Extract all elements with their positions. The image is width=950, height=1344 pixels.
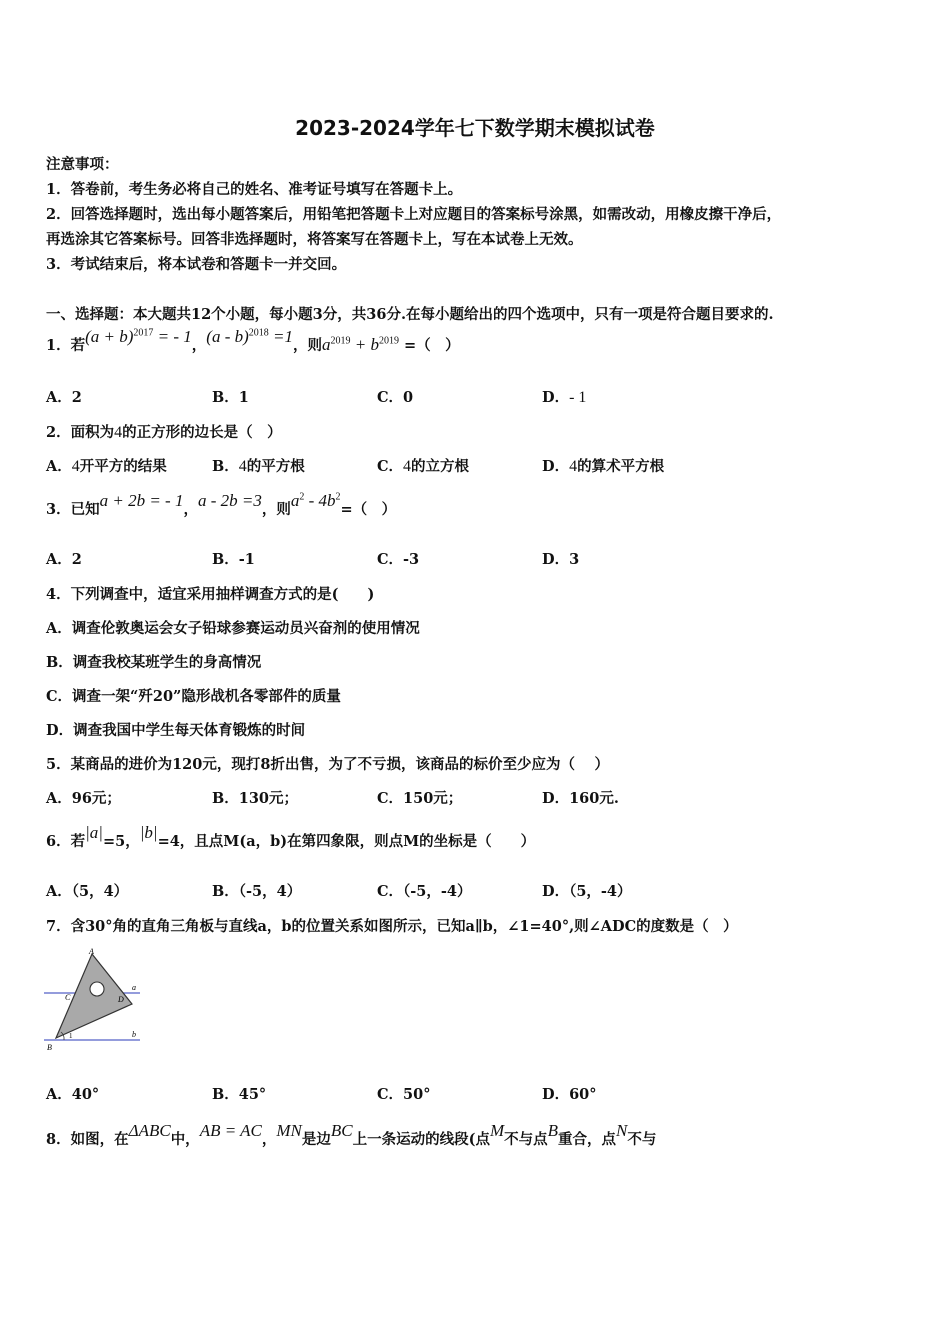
q1-option-d-value: - 1 [569,389,587,406]
q1-exp3b: 2019 [378,335,399,347]
q1-option-b: B．1 [212,389,249,406]
question-7-stem: 7．含30°角的直角三角板与直线a，b的位置关系如图所示，已知a∥b，∠1=40°,则∠ADC的度数是（ ） [46,918,738,935]
q2-option-b-text: 的平方根 [246,458,305,475]
q5-option-a: A．96元； [46,790,121,807]
q1-prefix: 1．若 [46,337,86,354]
q2-option-a-text: 开平方的结果 [79,458,167,475]
q4-option-b: B．调查我校某班学生的身高情况 [46,654,262,671]
q2-option-d-label: D． [542,458,570,475]
question-3-stem [46,491,397,519]
section-heading: 一、选择题：本大题共12个小题，每小题3分，共36分.在每小题给出的四个选项中，只有一项是符合题目要求的. [46,306,774,323]
q1-eq1: = - 1 [153,327,192,346]
q8-t2: ， [261,1131,277,1148]
q8-m7: N [616,1121,628,1140]
q6-abs1: |a| [85,823,103,842]
q4-option-c: C．调查一架“歼20”隐形战机各零部件的质量 [46,688,341,705]
q1-expr3a: a [322,335,331,354]
q1-exp3a: 2019 [330,335,351,347]
q3-option-b: B．-1 [212,551,255,568]
q2-prefix: 2．面积为 [46,424,115,441]
q2-option-c-text: 的立方根 [411,458,470,475]
q1-expr1: (a + b) [85,327,134,346]
q3-expr3b: - 4b [304,491,336,510]
q6-eq1: =5， [102,833,140,850]
q6-option-b: B．（-5，4） [212,883,302,900]
q3-sep: ， [183,501,198,518]
label-a: a [132,983,136,992]
q4-option-a: A．调查伦敦奥运会女子铅球参赛运动员兴奋剂的使用情况 [46,620,420,637]
q8-m3: MN [276,1121,302,1140]
page-title: 2023-2024学年七下数学期末模拟试卷 [295,116,655,140]
q2-option-d-text: 的算术平方根 [577,458,665,475]
q8-m2: AB = AC [199,1121,262,1140]
q1-option-c: C．0 [377,389,414,406]
q8-t4: 上一条运动的线段(点 [352,1131,490,1148]
notice-item-2: 2．回答选择题时，选出每小题答案后，用铅笔把答题卡上对应题目的答案标号涂黑，如需改动，用橡皮擦干净后， [46,206,782,223]
q8-t6: 重合，点 [558,1131,617,1148]
q1-exp2: 2018 [248,327,269,339]
label-angle-1: 1 [69,1032,73,1040]
q2-option-b [212,455,305,476]
q3-suffix: =（ ） [340,501,397,518]
q7-option-d: D．60° [542,1086,597,1103]
q1-sep1: ， [191,337,207,354]
q2-option-c-label: C． [377,458,404,475]
q2-option-c-num: 4 [403,458,412,475]
label-b: b [132,1030,136,1039]
q1-exp1: 2017 [133,327,154,339]
q3-exp3: 2 [299,491,305,503]
q4-option-d: D．调查我国中学生每天体育锻炼的时间 [46,722,306,739]
q2-option-a [46,455,167,476]
q7-figure-triangle [44,946,144,1052]
label-D: D [118,995,124,1004]
question-4-stem: 4．下列调查中，适宜采用抽样调查方式的是( ) [46,586,375,603]
q1-eq2: =1 [268,327,293,346]
q8-t1: 中， [170,1131,200,1148]
q8-t7: 不与 [627,1131,657,1148]
q1-option-d [542,386,586,407]
question-2-stem [46,421,282,442]
q3-exp3b: 2 [335,491,341,503]
label-B: B [47,1043,52,1052]
q2-option-a-num: 4 [71,458,80,475]
q1-suffix: =（ ） [398,337,460,354]
q8-prefix: 8．如图，在 [46,1131,129,1148]
q6-option-d: D．（5，-4） [542,883,632,900]
q7-option-b: B．45° [212,1086,267,1103]
q7-option-a: A．40° [46,1086,100,1103]
q6-prefix: 6．若 [46,833,86,850]
triangle-hole [90,982,104,996]
q1-option-d-label: D． [542,389,570,406]
notice-item-2-cont: 再选涂其它答案标号。回答非选择题时，将答案写在答题卡上，写在本试卷上无效。 [46,231,583,248]
q3-option-d: D．3 [542,551,580,568]
question-5-stem: 5．某商品的进价为120元，现打8折出售，为了不亏损，该商品的标价至少应为（ ） [46,756,609,773]
notice-item-3: 3．考试结束后，将本试卷和答题卡一并交回。 [46,256,347,273]
label-A: A [89,947,94,956]
q8-t3: 是边 [301,1131,331,1148]
q3-expr2: a - 2b =3 [197,491,262,510]
q8-m6: B [547,1121,559,1140]
q8-m5: M [489,1121,505,1140]
q1-option-a: A．2 [46,389,82,406]
notice-heading: 注意事项： [46,156,119,173]
q2-option-b-label: B． [212,458,239,475]
q5-option-d: D．160元. [542,790,619,807]
q1-plus: + b [350,335,379,354]
q1-mid: ，则 [293,337,322,354]
q2-suffix: 的正方形的边长是（ ） [122,424,282,441]
q2-option-c [377,455,469,476]
q6-option-a: A．（5，4） [46,883,129,900]
q3-option-a: A．2 [46,551,82,568]
q7-option-c: C．50° [377,1086,431,1103]
q5-option-c: C．150元； [377,790,463,807]
q2-option-a-label: A． [46,458,72,475]
question-1-stem [46,327,460,355]
q6-option-c: C．（-5，-4） [377,883,472,900]
q3-expr3: a [290,491,300,510]
q6-eq2: =4，且点M(a，b)在第四象限，则点M的坐标是（ ） [157,833,536,850]
q2-option-d-num: 4 [569,458,578,475]
question-8-stem [46,1121,657,1149]
q8-t5: 不与点 [504,1131,548,1148]
q3-expr1: a + 2b = - 1 [99,491,184,510]
q1-expr2: (a - b) [206,327,249,346]
q3-mid: ，则 [261,501,291,518]
q8-m1: ΔABC [128,1121,171,1140]
q2-option-d [542,455,664,476]
q6-abs2: |b| [139,823,158,842]
q3-option-c: C．-3 [377,551,420,568]
label-C: C [65,993,71,1002]
q3-prefix: 3．已知 [46,501,100,518]
notice-item-1: 1．答卷前，考生务必将自己的姓名、准考证号填写在答题卡上。 [46,181,463,198]
q2-option-b-num: 4 [238,458,247,475]
question-6-stem [46,823,536,851]
q8-m4: BC [330,1121,353,1140]
q5-option-b: B．130元； [212,790,299,807]
q2-num: 4 [114,424,123,441]
